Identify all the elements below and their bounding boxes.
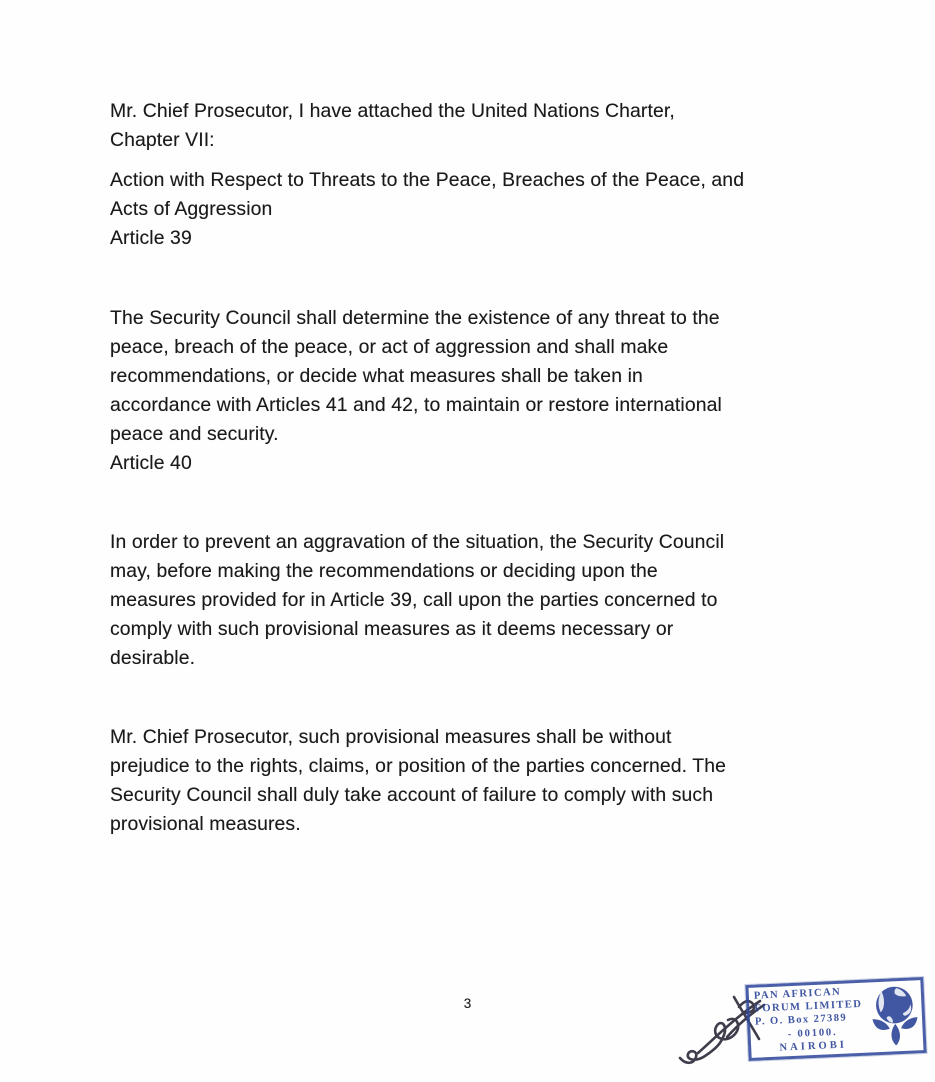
stamp-line: P. O. Box 27389 <box>754 1012 848 1029</box>
stamp-line: NAIROBI <box>779 1039 848 1054</box>
stamp-line: PAN AFRICAN <box>753 986 842 1002</box>
text-line: measures provided for in Article 39, call upon the parties concerned to <box>110 589 718 611</box>
paragraph-closing <box>110 723 840 839</box>
paragraph-intro <box>110 97 840 155</box>
text-line: In order to prevent an aggravation of the situation, the Security Council <box>110 531 725 553</box>
text-line: comply with such provisional measures as it deems necessary or <box>110 618 674 640</box>
globe-icon <box>868 984 921 1048</box>
text-line: recommendations, or decide what measures shall be taken in <box>110 365 643 387</box>
stamp-line: - 00100. <box>787 1026 838 1040</box>
stamp-text-block <box>749 985 871 1056</box>
text-line: prejudice to the rights, claims, or position of the parties concerned. The <box>110 755 727 777</box>
heading-article-39: Article 39 <box>110 227 192 249</box>
stamp-line: FORUM LIMITED <box>754 998 863 1015</box>
page-number: 3 <box>463 996 472 1011</box>
text-line: may, before making the recommendations or deciding upon the <box>110 560 658 582</box>
heading-article-40: Article 40 <box>110 452 192 474</box>
text-line: Security Council shall duly take account of failure to comply with such <box>110 784 714 806</box>
paragraph-article-40-text <box>110 528 840 673</box>
text-line: accordance with Articles 41 and 42, to maintain or restore international <box>110 394 722 416</box>
text-line: Action with Respect to Threats to the Peace, Breaches of the Peace, and <box>110 169 745 191</box>
text-line: desirable. <box>110 647 196 669</box>
text-line: peace and security. <box>110 423 279 445</box>
text-line: Mr. Chief Prosecutor, such provisional measures shall be without <box>110 726 672 748</box>
pan-african-forum-stamp <box>745 977 926 1061</box>
text-line: peace, breach of the peace, or act of aggression and shall make <box>110 336 669 358</box>
text-line: provisional measures. <box>110 813 301 835</box>
text-line: The Security Council shall determine the existence of any threat to the <box>110 307 720 329</box>
paragraph-article-39-text <box>110 304 840 449</box>
text-line: Mr. Chief Prosecutor, I have attached the United Nations Charter, <box>110 100 675 122</box>
document-body <box>110 97 840 839</box>
text-line: Acts of Aggression <box>110 198 273 220</box>
paragraph-chapter-title <box>110 166 840 224</box>
text-line: Chapter VII: <box>110 129 215 151</box>
